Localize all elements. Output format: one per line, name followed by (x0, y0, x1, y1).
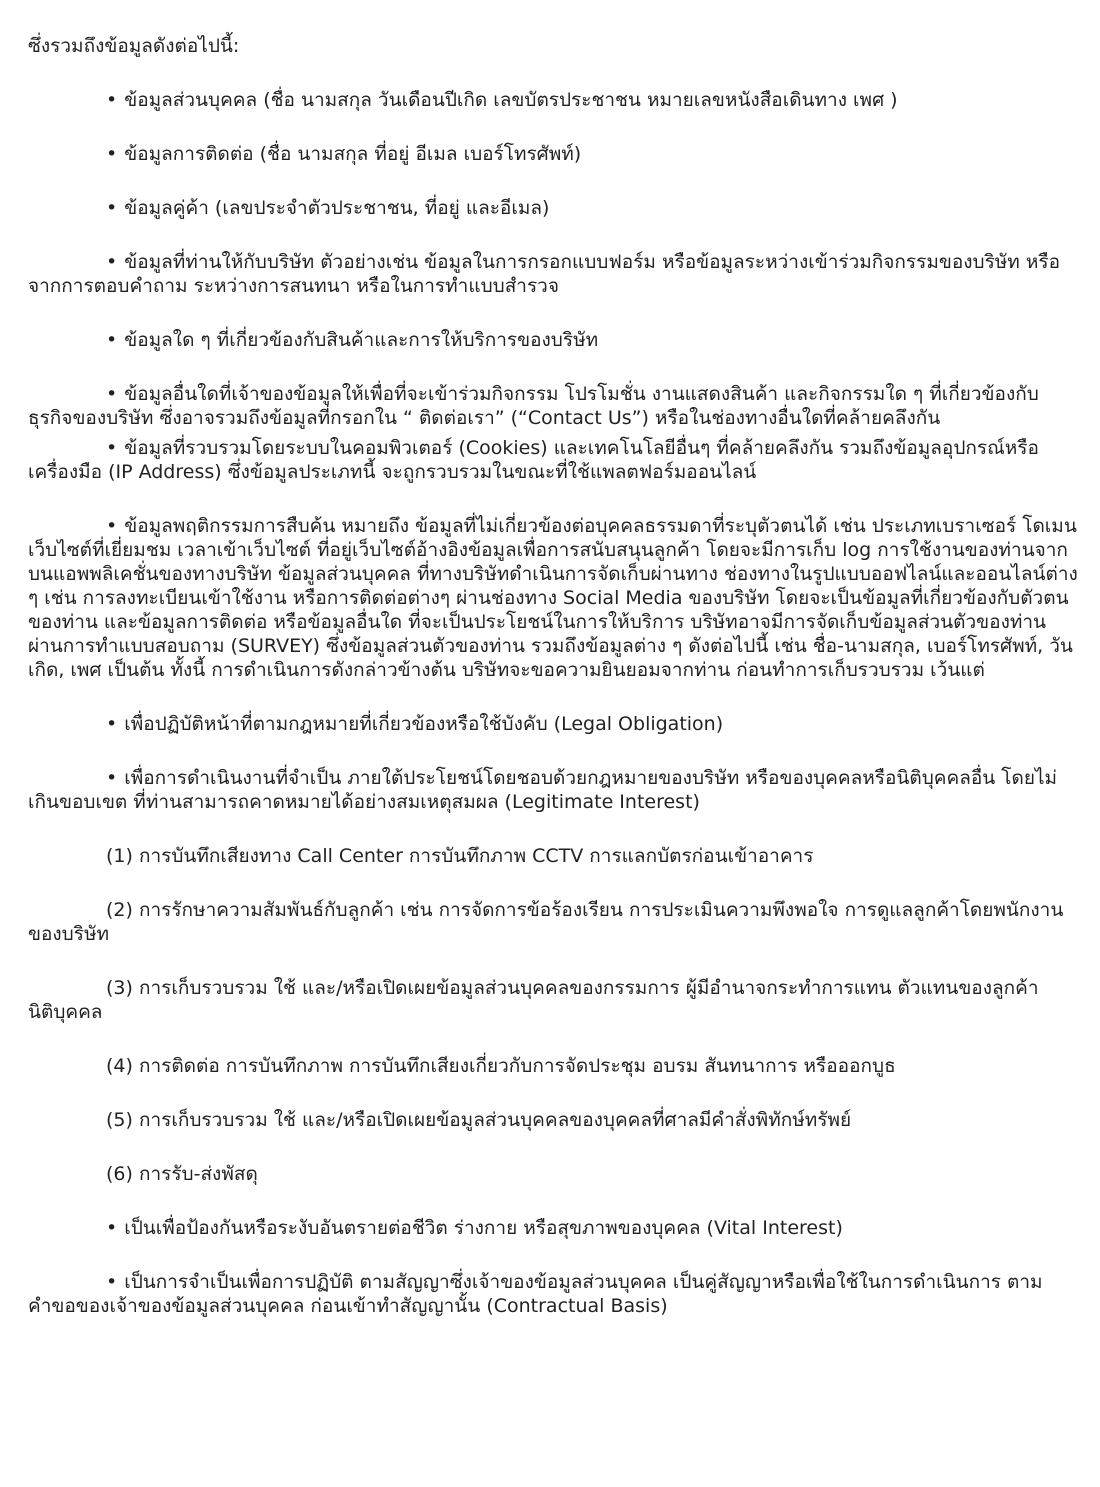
paragraph-text: ข้อมูลใด ๆ ที่เกี่ยวข้องกับสินค้าและการให้บริการของบริษัท (124, 329, 599, 351)
bullet-marker: • (106, 1271, 118, 1293)
numbered-paragraph (28, 1108, 1078, 1132)
paragraph-text: ข้อมูลพฤติกรรมการสืบค้น หมายถึง ข้อมูลที่ไม่เกี่ยวข้องต่อบุคคลธรรมดาที่ระบุตัวตนได้ เช่น ประเภทเบราเซอร์ โดเมน เว็บไซต์ที่เยี่ยมชม เวลาเข้าเว็บไซต์ ที่อยู่เว็บไซต์อ้างอิงข้อมูลเพื่อการสนับสนุนลูกค้า โดยจะมีการเก็บ log การใช้งานของท่านจากบนแอพพลิเคชั่นของทางบริษัท ข้อมูลส่วนบุคคล ที่ทางบริษัทดำเนินการจัดเก็บผ่านทาง ช่องทางในรูปแบบออฟไลน์และออนไลน์ต่าง ๆ เช่น การลงทะเบียนเข้าใช้งาน หรือการติดต่อต่างๆ ผ่านช่องทาง Social Media ของบริษัท โดยจะเป็นข้อมูลที่เกี่ยวข้องกับตัวตนของท่าน และข้อมูลการติดต่อ หรือข้อมูลอื่นใด ที่จะเป็นประโยชน์ในการให้บริการ บริษัทอาจมีการจัดเก็บข้อมูลส่วนตัวของท่าน ผ่านการทำแบบสอบถาม (SURVEY) ซึ่งข้อมูลส่วนตัวของท่าน รวมถึงข้อมูลต่าง ๆ ดังต่อไปนี้ เช่น ชื่อ-นามสกุล, เบอร์โทรศัพท์, วันเกิด, เพศ เป็นต้น ทั้งนี้ การดำเนินการดังกล่าวข้างต้น บริษัทจะขอความยินยอมจากท่าน ก่อนทำการเก็บรวบรวม เว้นแต่ (28, 515, 1078, 681)
bullet-paragraph (28, 382, 1078, 430)
paragraph-text: (4) การติดต่อ การบันทึกภาพ การบันทึกเสียงเกี่ยวกับการจัดประชุม อบรม สันทนาการ หรือออกบูธ (106, 1055, 896, 1077)
numbered-paragraph (28, 844, 1078, 868)
bullet-marker: • (106, 515, 118, 537)
bullet-marker: • (106, 329, 118, 351)
bullet-paragraph (28, 250, 1078, 298)
bullet-paragraph (28, 514, 1078, 682)
paragraph-text: ข้อมูลอื่นใดที่เจ้าของข้อมูลให้เพื่อที่จะเข้าร่วมกิจกรรม โปรโมชั่น งานแสดงสินค้า และกิจกรรมใด ๆ ที่เกี่ยวข้องกับธุรกิจของบริษัท ซึ่งอาจรวมถึงข้อมูลที่กรอกใน “ ติดต่อเรา” (“Contact Us”) หรือในช่องทางอื่นใดที่คล้ายคลึงกัน (28, 383, 1039, 429)
paragraph-text: เพื่อปฏิบัติหน้าที่ตามกฎหมายที่เกี่ยวข้องหรือใช้บังคับ (Legal Obligation) (124, 713, 724, 735)
bullet-marker: • (106, 383, 118, 405)
bullet-marker: • (106, 197, 118, 219)
bullet-marker: • (106, 767, 118, 789)
paragraph-text: ข้อมูลที่รวบรวมโดยระบบในคอมพิวเตอร์ (Cookies) และเทคโนโลยีอื่นๆ ที่คล้ายคลึงกัน รวมถึงข้อมูลอุปกรณ์หรือเครื่องมือ (IP Address) ซึ่งข้อมูลประเภทนี้ จะถูกรวบรวมในขณะที่ใช้แพลตฟอร์มออนไลน์ (28, 437, 1039, 483)
numbered-paragraph (28, 976, 1078, 1024)
bullet-paragraph (28, 328, 1078, 352)
paragraph-text: เป็นการจำเป็นเพื่อการปฏิบัติ ตามสัญญาซึ่งเจ้าของข้อมูลส่วนบุคคล เป็นคู่สัญญาหรือเพื่อใช้ในการดำเนินการ ตามคำขอของเจ้าของข้อมูลส่วนบุคคล ก่อนเข้าทำสัญญานั้น (Contractual Basis) (28, 1271, 1043, 1317)
paragraph-text: ข้อมูลที่ท่านให้กับบริษัท ตัวอย่างเช่น ข้อมูลในการกรอกแบบฟอร์ม หรือข้อมูลระหว่างเข้าร่วมกิจกรรมของบริษัท หรือจากการตอบคำถาม ระหว่างการสนทนา หรือในการทำแบบสำรวจ (28, 251, 1061, 297)
bullet-paragraph (28, 142, 1078, 166)
paragraph-text: เป็นเพื่อป้องกันหรือระงับอันตรายต่อชีวิต ร่างกาย หรือสุขภาพของบุคคล (Vital Interest) (124, 1217, 843, 1239)
paragraph-text: (5) การเก็บรวบรวม ใช้ และ/หรือเปิดเผยข้อมูลส่วนบุคคลของบุคคลที่ศาลมีคำสั่งพิทักษ์ทรัพย์ (106, 1109, 852, 1131)
numbered-paragraph (28, 1054, 1078, 1078)
paragraph-text: ข้อมูลส่วนบุคคล (ชื่อ นามสกุล วันเดือนปีเกิด เลขบัตรประชาชน หมายเลขหนังสือเดินทาง เพศ ) (124, 89, 898, 111)
paragraph-text: (2) การรักษาความสัมพันธ์กับลูกค้า เช่น การจัดการข้อร้องเรียน การประเมินความพึงพอใจ การดูแลลูกค้าโดยพนักงานของบริษัท (28, 899, 1064, 945)
intro-text: ซึ่งรวมถึงข้อมูลดังต่อไปนี้: (28, 35, 240, 57)
bullet-paragraph (28, 436, 1078, 484)
paragraph-text: ข้อมูลคู่ค้า (เลขประจำตัวประชาชน, ที่อยู่ และอีเมล) (124, 197, 550, 219)
item-list (28, 88, 1078, 1318)
bullet-marker: • (106, 251, 118, 273)
paragraph-text: (6) การรับ-ส่งพัสดุ (106, 1163, 258, 1185)
numbered-paragraph (28, 898, 1078, 946)
bullet-marker: • (106, 89, 118, 111)
bullet-paragraph (28, 712, 1078, 736)
bullet-paragraph (28, 1270, 1078, 1318)
numbered-paragraph (28, 1162, 1078, 1186)
paragraph-text: เพื่อการดำเนินงานที่จำเป็น ภายใต้ประโยชน์โดยชอบด้วยกฎหมายของบริษัท หรือของบุคคลหรือนิติบุคคลอื่น โดยไม่เกินขอบเขต ที่ท่านสามารถคาดหมายได้อย่างสมเหตุสมผล (Legitimate Interest) (28, 767, 1058, 813)
paragraph-text: (3) การเก็บรวบรวม ใช้ และ/หรือเปิดเผยข้อมูลส่วนบุคคลของกรรมการ ผู้มีอำนาจกระทำการแทน ตัวแทนของลูกค้านิติบุคคล (28, 977, 1039, 1023)
bullet-marker: • (106, 1217, 118, 1239)
bullet-paragraph (28, 196, 1078, 220)
bullet-paragraph (28, 1216, 1078, 1240)
bullet-marker: • (106, 437, 118, 459)
bullet-marker: • (106, 143, 118, 165)
paragraph-text: ข้อมูลการติดต่อ (ชื่อ นามสกุล ที่อยู่ อีเมล เบอร์โทรศัพท์) (124, 143, 582, 165)
paragraph-text: (1) การบันทึกเสียงทาง Call Center การบันทึกภาพ CCTV การแลกบัตรก่อนเข้าอาคาร (106, 845, 814, 867)
bullet-paragraph (28, 88, 1078, 112)
bullet-marker: • (106, 713, 118, 735)
bullet-paragraph (28, 766, 1078, 814)
